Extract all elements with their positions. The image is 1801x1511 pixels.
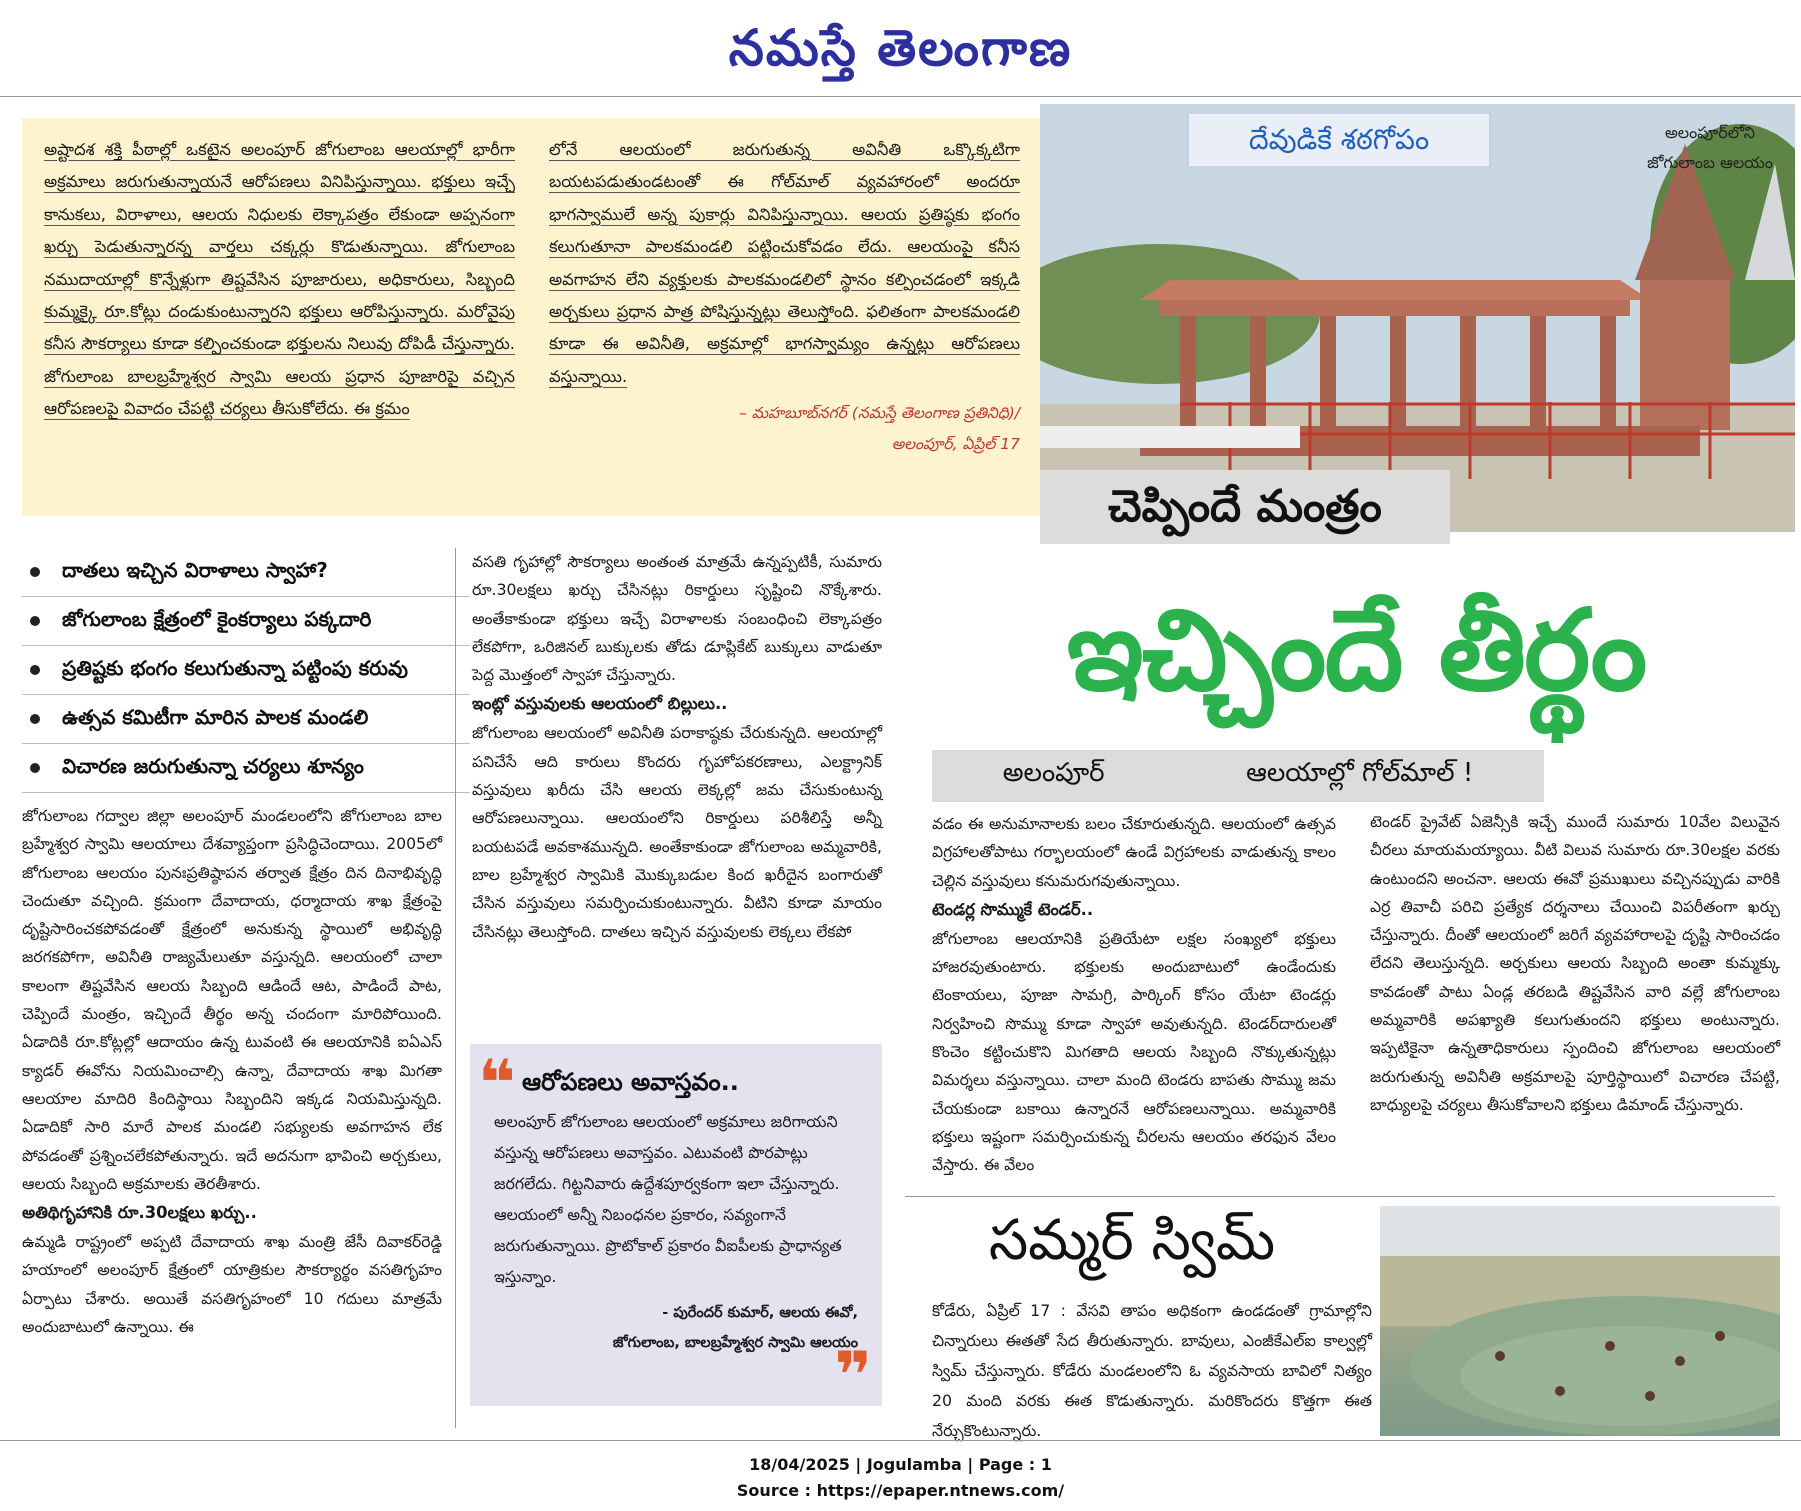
open-quote-icon: ❝ xyxy=(478,1047,516,1121)
article-paragraph: జోగులాంబ ఆలయానికి ప్రతియేటా లక్షల సంఖ్యలో భక్తులు హాజరవుతుంటారు. భక్తులకు అందుబాటులో ఉండేందుకు టెంకాయలు, పూజా సామగ్రి, పార్కింగ్ కోసం యేటా టెండర్లు నిర్వహించి సొమ్ము కూడా స్వాహా అవుతున్నది. టెండర్‌దారులతో కొంచెం కట్టించుకొని మిగతాది ఆలయ సిబ్బంది నొక్కుతున్నట్లు విమర్శలు వస్తున్నాయి. చాలా మంది టెండరు బాపతు సొమ్ము జమ చేయకుండా బకాయి ఉన్నారనే ఆరోపణలున్నాయి. అమ్మవారికి భక్తులు ఇష్టంగా సమర్పించుకున్న చీరలను ఆలయం తరఫున వేలం వేస్తారు. ఈ వేలం xyxy=(932,929,1336,1175)
bullet-dot-icon xyxy=(30,665,40,675)
bullet-list xyxy=(22,548,470,793)
photo-tag: దేవుడికే శఠగోపం xyxy=(1187,112,1491,168)
bullet-item xyxy=(22,744,470,793)
footer xyxy=(0,1452,1801,1504)
bullet-dot-icon xyxy=(30,567,40,577)
headline-main: ఇచ్చిందే తీర్థం xyxy=(1066,586,1646,716)
intro-column-1 xyxy=(44,134,515,506)
intro-box xyxy=(22,118,1040,516)
article-paragraph: జోగులాంబ గద్వాల జిల్లా అలంపూర్ మండలంలోని జోగులాంబ బాల బ్రహ్మేశ్వర స్వామి ఆలయాలు దేశవ్యాప్తంగా ప్రసిద్ధిచెందాయి. 2005లో జోగులాంబ ఆలయం పునఃప్రతిష్ఠాపన తర్వాత క్షేత్రం దిన దినాభివృద్ధి చెందుతూ వచ్చింది. క్రమంగా దేవాదాయ, ధర్మాదాయ శాఖ క్షేత్రంపై దృష్టిసారించకపోవడంతో క్షేత్రంలో అనుకున్న స్థాయిలో అభివృద్ధి జరగకపోగా, అవినీతి రాజ్యమేలుతూ వస్తున్నది. ఆలయంలో చాలా కాలంగా తిష్టవేసిన ఆలయ సిబ్బంది ఆడిందే ఆట, పాడిందే పాట, చెప్పిందే మంత్రం, ఇచ్చిందే తీర్థం అన్న చందంగా మారిపోయింది. ఏడాదికి రూ.కోట్లల్లో ఆదాయం ఉన్న టువంటి ఈ ఆలయానికి ఐఏఎస్ క్యాడర్ ఈవోను నియమించాల్సి ఉన్నా, దేవాదాయ శాఖ మిగతా ఆలయాల మాదిరి కిందిస్థాయి సిబ్బందిని ఇక్కడ నియమిస్తున్నది. ఏడాదికో సారి మారే పాలక మండలి సభ్యులకు అవగాహన లేక పోవడంతో ప్రశ్నించలేకపోతున్నారు. ఇదే అదనుగా భావించి అర్చకులు, ఆలయ సిబ్బంది అక్రమాలకు తెరతీశారు. xyxy=(22,807,442,1193)
intro-paragraph-2: లోనే ఆలయంలో జరుగుతున్న అవినీతి ఒక్కొక్కటిగా బయటపడుతుండటంతో ఈ గోల్‌మాల్ వ్యవహారంలో అందరూ భాగస్వాములే అన్న పుకార్లు వినిపిస్తున్నాయి. ఆలయ ప్రతిష్ఠకు భంగం కలుగుతూనా పాలకమండలి పట్టించుకోవడం లేదు. ఆలయంపై కనీస అవగాహన లేని వ్యక్తులకు పాలకమండలిలో స్థానం కల్పించడంలో ఇక్కడి అర్చకులు ప్రధాన పాత్ర పోషిస్తున్నట్లు తెలుస్తోంది. ఫలితంగా పాలకమండలి కూడా ఈ అవినీతి, అక్రమాల్లో భాగస్వామ్యం ఉన్నట్లు ఆరోపణలు వస్తున్నాయి. xyxy=(549,140,1020,386)
allegations-sign-org: జోగులాంబ, బాలబ్రహ్మేశ్వర స్వామి ఆలయం xyxy=(612,1335,858,1351)
allegations-body: అలంపూర్ జోగులాంబ ఆలయంలో అక్రమాలు జరిగాయని వస్తున్న ఆరోపణలు అవాస్తవం. ఎటువంటి పొరపాట్లు జరగలేదు. గిట్టనివారు ఉద్దేశపూర్వకంగా ఇలా చేస్తున్నారు. ఆలయంలో అన్నీ నిబంధనల ప్రకారం, సవ్యంగానే జరుగుతున్నాయి. ప్రొటోకాల్ ప్రకారం వీఐపీలకు ప్రాధాన్యత ఇస్తున్నాం. xyxy=(494,1112,842,1286)
subhead-bar xyxy=(932,750,1544,802)
bullet-item xyxy=(22,646,470,695)
article-column-c xyxy=(932,810,1336,1180)
article-paragraph: వసతి గృహాల్లో సౌకర్యాలు అంతంత మాత్రమే ఉన్నప్పటికీ, సుమారు రూ.30లక్షలు ఖర్చు చేసినట్లు రికార్డులు సృష్టించి నొక్కేశారు. అంతేకాకుండా భక్తులు ఇచ్చే విరాళాలకు సంబంధించి లెక్కాపత్రం లేకపోగా, ఒరిజినల్ బుక్కులకు తోడు డూప్లికేట్ బుక్కులు వాడుతూ పెద్ద మొత్తంలో స్వాహా చేస్తున్నారు. xyxy=(472,553,882,685)
photo-caption: అలంపూర్‌లోని జోగులాంబ ఆలయం xyxy=(1647,123,1773,172)
bullet-dot-icon xyxy=(30,714,40,724)
article-column-a xyxy=(22,802,442,1341)
bullet-text: ప్రతిష్టకు భంగం కలుగుతున్నా పట్టింపు కరువు xyxy=(62,655,408,680)
footer-source: Source : https://epaper.ntnews.com/ xyxy=(736,1481,1065,1500)
swim-photo xyxy=(1380,1206,1780,1436)
bullet-item xyxy=(22,548,470,597)
subhead-left: అలంపూర్ xyxy=(1002,758,1105,788)
article-subheading: అతిథిగృహానికి రూ.30లక్షలు ఖర్చు.. xyxy=(22,1203,257,1223)
article-paragraph: జోగులాంబ ఆలయంలో అవినీతి పరాకాష్ఠకు చేరుకున్నది. ఆలయాల్లో పనిచేసే ఆది కారులు కొందరు గృహోపకరణాలు, ఎలక్ట్రానిక్ వస్తువులు ఖరీదు చేసి ఆలయ లెక్కల్లో జమ చేసుకుంటున్న ఆరోపణలున్నాయి. ఆలయంలోని రికార్డులు పరిశీలిస్తే అన్నీ బయటపడే అవకాశమున్నది. అంతేకాకుండా జోగులాంబ అమ్మవారికి, బాల బ్రహ్మేశ్వర స్వామికి మొక్కుబడుల కింద ఖరీదైన బంగారుతో చేసిన వస్తువులు సమర్పించుకుంటున్నారు. వీటిని కూడా మాయం చేసినట్లు తెలుస్తోంది. దాతలు ఇచ్చిన వస్తువులకు లెక్కలు లేకపో xyxy=(472,724,882,941)
swim-title: సమ్మర్ స్విమ్ xyxy=(988,1208,1276,1273)
bullet-text: దాతలు ఇచ్చిన విరాళాలు స్వాహా? xyxy=(62,557,328,582)
bullet-dot-icon xyxy=(30,616,40,626)
bullet-text: జోగులాంబ క్షేత్రంలో కైంకర్యాలు పక్కదారి xyxy=(62,606,372,631)
article-paragraph: ఉమ్మడి రాష్ట్రంలో అప్పటి దేవాదాయ శాఖ మంత్రి జేసీ దివాకర్‌రెడ్డి హయాంలో అలంపూర్ క్షేత్రంలో యాత్రికుల సౌకర్యార్థం వసతిగృహం ఏర్పాటు చేశారు. అయితే వసతిగృహంలో 10 గదులు మాత్రమే అందుబాటులో ఉన్నాయి. ఈ xyxy=(22,1233,442,1337)
allegations-box xyxy=(470,1044,882,1413)
allegations-signature xyxy=(494,1298,858,1358)
masthead-logo: నమస్తే తెలంగాణ xyxy=(728,19,1073,77)
footer-edition-info: 18/04/2025 | Jogulamba | Page : 1 xyxy=(749,1455,1052,1474)
close-quote-icon: ❞ xyxy=(834,1339,872,1413)
swim-text: కోడేరు, ఏప్రిల్ 17 : వేసవి తాపం అధికంగా ఉండడంతో గ్రామాల్లోని చిన్నారులు ఈతతో సేద తీరుతున్నారు. బావులు, ఎంజీకేఎల్ఐ కాల్వల్లో స్విమ్ చేస్తున్నారు. కోడేరు మండలంలోని ఓ వ్యవసాయ బావిలో నిత్యం 20 మంది వరకు ఈత కొడుతున్నారు. మరికొందరు కొత్తగా ఈత నేర్చుకొంటున్నారు. xyxy=(932,1301,1372,1440)
intro-column-2 xyxy=(549,134,1020,506)
article-column-b xyxy=(472,548,882,946)
bullet-dot-icon xyxy=(30,763,40,773)
allegations-title: ఆరోపణలు అవాస్తవం.. xyxy=(522,1068,739,1096)
article-paragraph: వడం ఈ అనుమానాలకు బలం చేకూరుతున్నది. ఆలయంలో ఉత్సవ విగ్రహాలతోపాటు గర్భాలయంలో ఉండే విగ్రహాలకు వాడుతున్న కాలం చెల్లిన వస్తువులు కనుమరుగవుతున్నాయి. xyxy=(932,815,1336,890)
intro-paragraph-1: అష్టాదశ శక్తి పీఠాల్లో ఒకటైన అలంపూర్ జోగులాంబ ఆలయాల్లో భారీగా అక్రమాలు జరుగుతున్నాయనే ఆరోపణలు వినిపిస్తున్నాయి. భక్తులు ఇచ్చే కానుకలు, విరాళాలు, ఆలయ నిధులకు లెక్కాపత్రం లేకుండా అప్పనంగా ఖర్చు పెడుతున్నారన్న వార్తలు చక్కర్లు కొడుతున్నాయి. జోగులాంబ నముదాయాల్లో కొన్నేళ్లుగా తిష్టవేసిన పూజారులు, అధికారులు, సిబ్బంది కుమ్మక్కై రూ.కోట్లు దండుకుంటున్నారని భక్తులు ఆరోపిస్తున్నారు. మరోవైపు కనీస సౌకర్యాలు కూడా కల్పించకుండా భక్తులను నిలువు దోపిడీ చేస్తున్నారు. జోగులాంబ బాలబ్రహ్మేశ్వర స్వామి ఆలయ ప్రధాన పూజారిపై వచ్చిన ఆరోపణలపై వివాదం చేపట్టి చర్యలు తీసుకోలేదు. ఈ క్రమం xyxy=(44,140,515,419)
swim-illustration xyxy=(1380,1206,1780,1436)
headline-primary: చెప్పిందే మంత్రం xyxy=(1040,470,1450,544)
byline: – మహబూబ్‌నగర్ (నమస్తే తెలంగాణ ప్రతినిధి)/ xyxy=(738,404,1020,423)
bullet-text: విచారణ జరుగుతున్నా చర్యలు శూన్యం xyxy=(62,753,364,778)
masthead-rule xyxy=(0,96,1801,97)
article-paragraph: టెండర్ ప్రైవేట్ ఏజెన్సీకి ఇచ్చే ముందే సుమారు 10వేల విలువైన చీరలు మాయమయ్యాయి. వీటి విలువ సుమారు రూ.30లక్షల వరకు ఉంటుందని అంచనా. ఆలయ ఈవో ప్రముఖులు వచ్చినప్పుడు వారికి ఎర్ర తివాచీ పరిచి ప్రత్యేక దర్శనాలు చేయించి విపరీతంగా ఖర్చు చేస్తున్నారు. దీంతో ఆలయంలో జరిగే వ్యవహారాలపై దృష్టి సారించడం లేదని తెలుస్తున్నది. అర్చకులు ఆలయ సిబ్బంది అంతా కుమ్మక్కు కావడంతో పాటు ఏండ్ల తరబడి తిష్టవేసిన వారి వల్లే జోగులాంబ అమ్మవారికి అపఖ్యాతి కలుగుతుందని భక్తులు అంటున్నారు. ఇప్పటికైనా ఉన్నతాధికారులు స్పందించి జోగులాంబ ఆలయంలో జరుగుతున్న అవినీతి అక్రమాలపై పూర్తిస్థాయిలో విచారణ చేపట్టి, బాధ్యులపై చర్యలు తీసుకోవాలని భక్తులు డిమాండ్ చేస్తున్నారు. xyxy=(1370,813,1780,1114)
allegations-sign-name: - పురేందర్ కుమార్, ఆలయ ఈవో, xyxy=(662,1305,858,1321)
bullet-item xyxy=(22,597,470,646)
subhead-right: ఆలయాల్లో గోల్‌మాల్ ! xyxy=(1246,758,1474,788)
bullet-text: ఉత్సవ కమిటీగా మారిన పాలక మండలి xyxy=(62,704,369,729)
bullet-item xyxy=(22,695,470,744)
dateline: అలంపూర్, ఏప్రిల్ 17 xyxy=(891,435,1020,454)
column-divider xyxy=(455,548,456,1428)
footer-rule xyxy=(0,1440,1801,1441)
article-subheading: ఇంట్లో వస్తువులకు ఆలయంలో బిల్లులు.. xyxy=(472,694,728,714)
article-column-d xyxy=(1370,808,1780,1119)
article-subheading: టెండర్ల సొమ్ముకే టెండర్.. xyxy=(932,899,1094,919)
